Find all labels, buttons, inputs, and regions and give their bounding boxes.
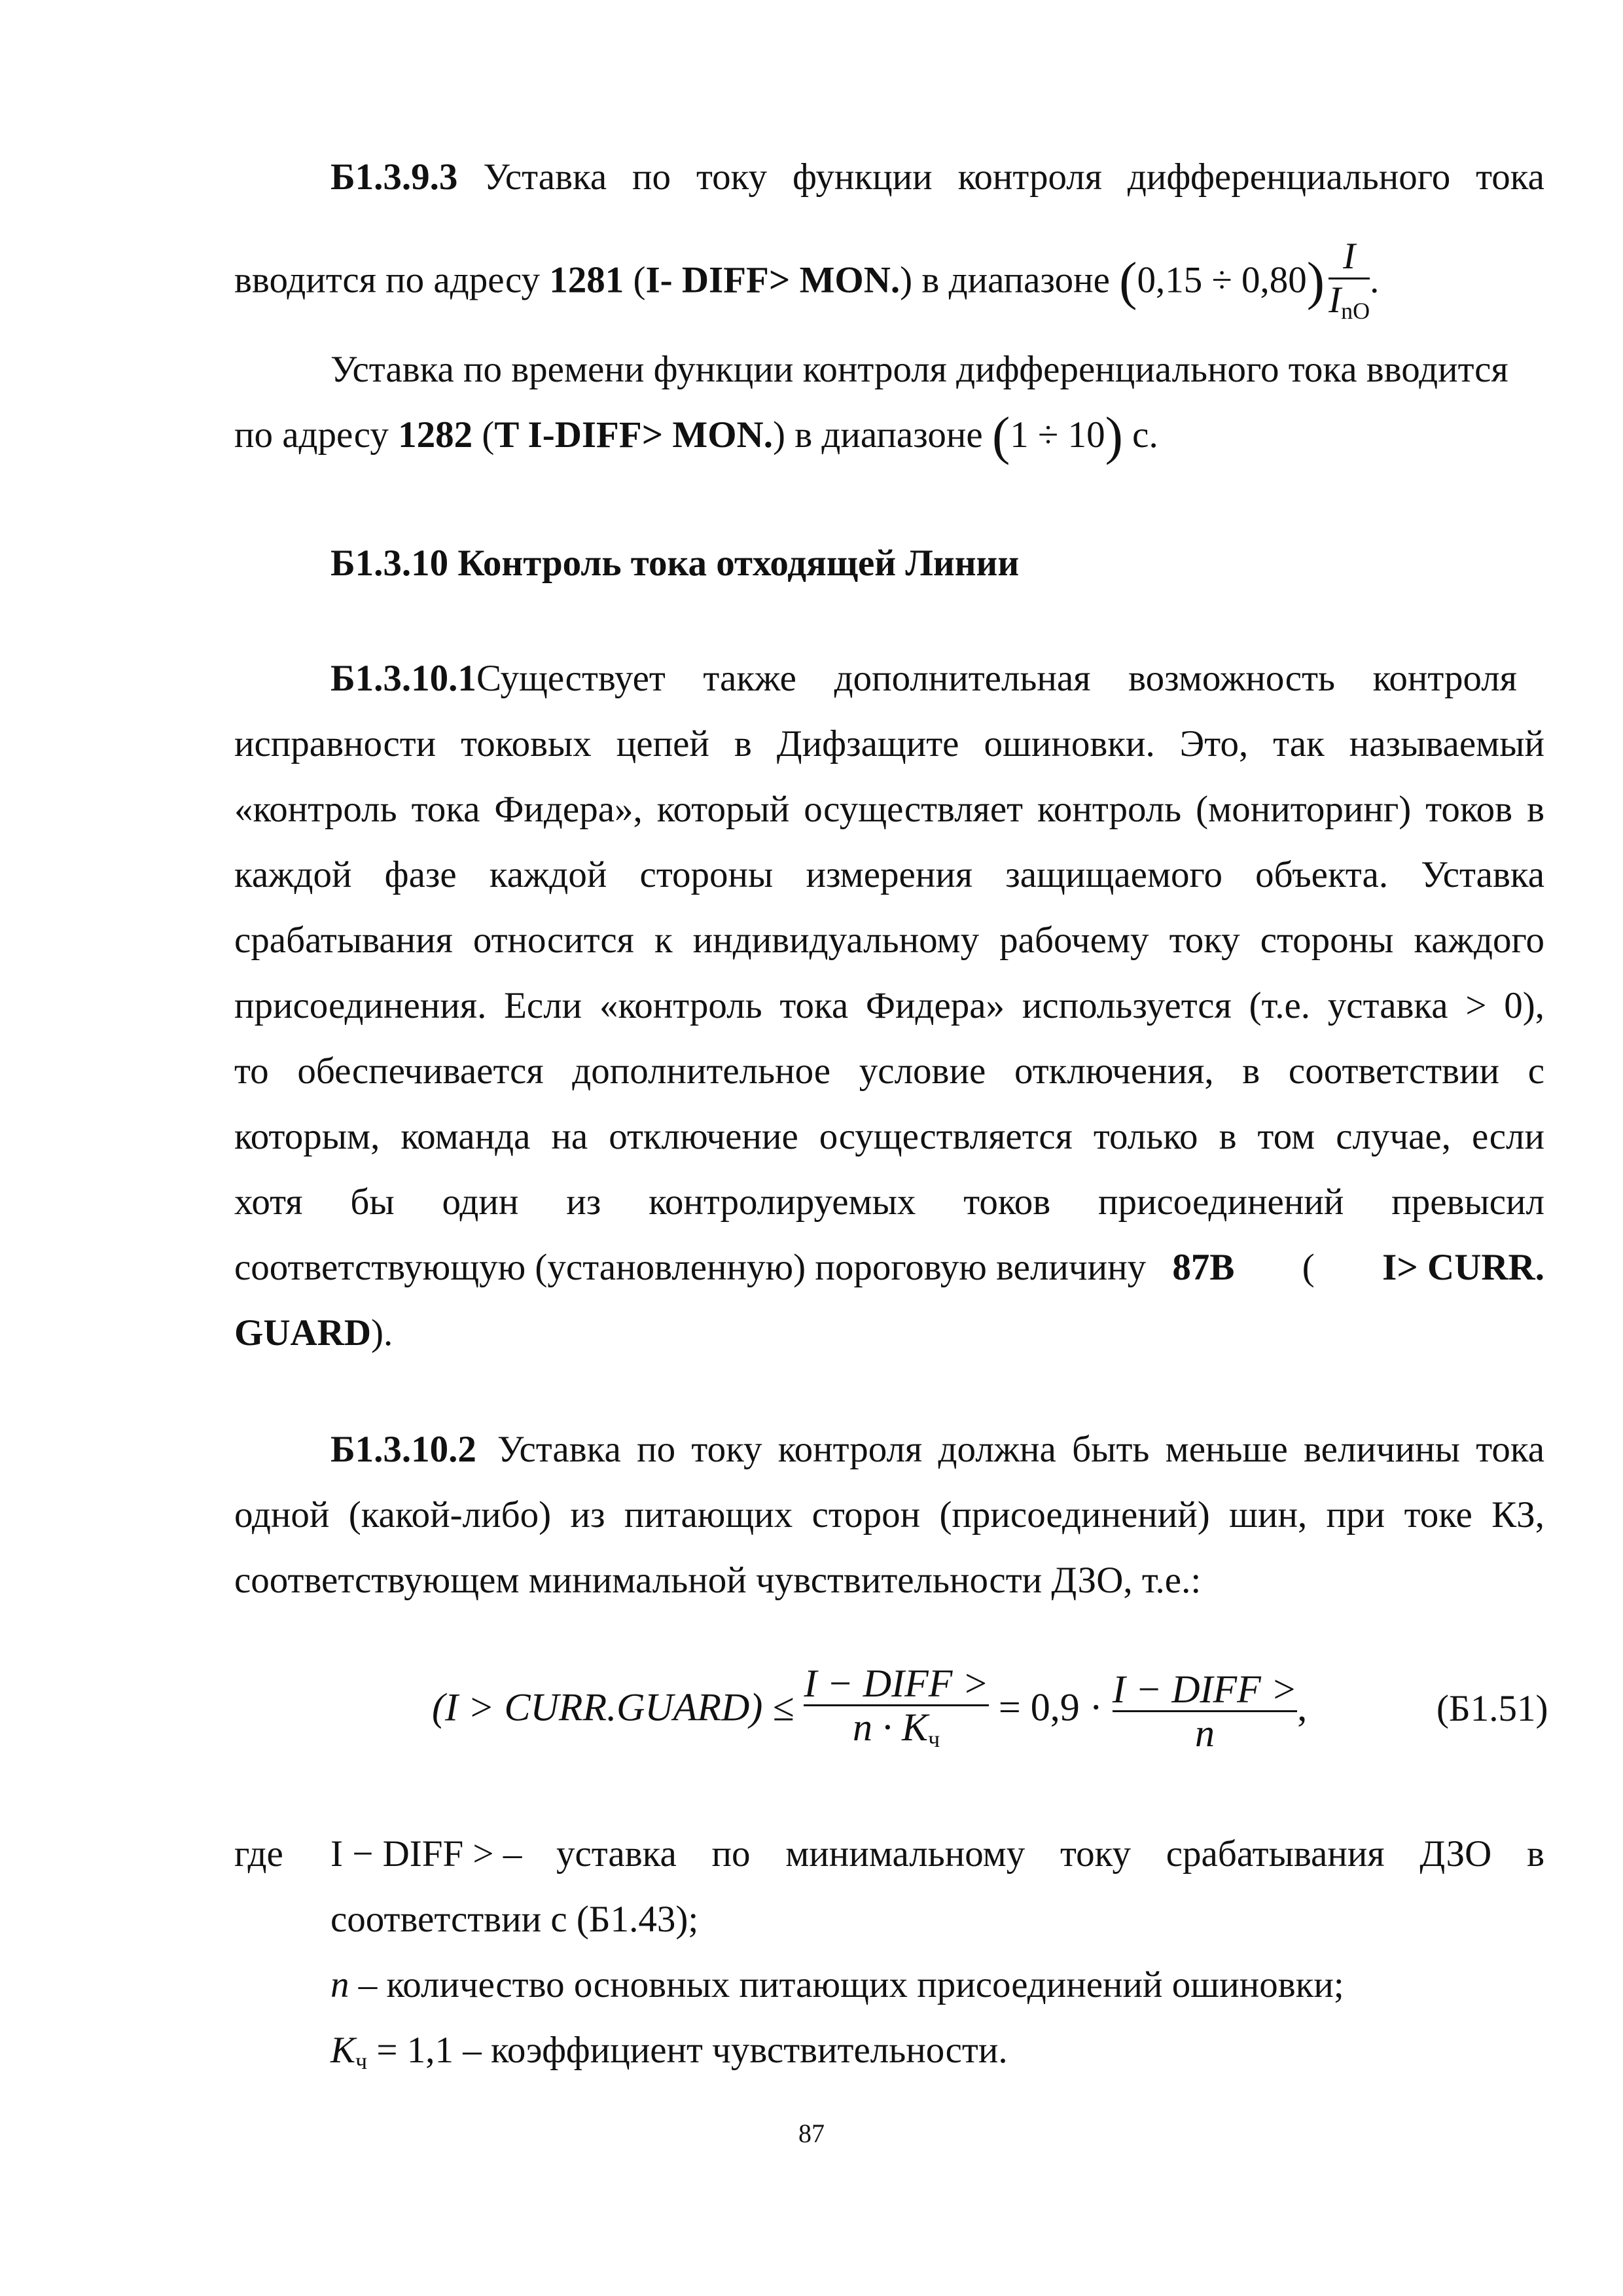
p1-line11 [234, 1310, 1544, 1356]
s2-text-c: ) в диапазоне [772, 414, 992, 456]
p1-line9: хотя бы один из контролируемых токов присоединений превысил [234, 1181, 1544, 1223]
p1-line8: которым, команда на отключение осуществляется только в том случае, если [234, 1116, 1544, 1157]
s1-text-c: ) в диапазоне [900, 259, 1120, 301]
where-item3-text: – коэффициент чувствительности. [454, 2030, 1008, 2071]
p1-line3: «контроль тока Фидера», который осуществляет контроль (мониторинг) токов в [234, 789, 1544, 830]
where-item3 [330, 2028, 1623, 2084]
frac2-den: n [1113, 1710, 1298, 1754]
s2-address: 1282 [398, 414, 473, 456]
s1-w7: тока [1476, 156, 1544, 198]
s1-frac-num: I [1343, 236, 1356, 277]
s1-w5: контроля [957, 156, 1102, 198]
frac1-num: I − DIFF > [804, 1662, 989, 1705]
where-item3-sub: ч [355, 2048, 368, 2074]
formula-frac2 [1113, 1668, 1298, 1754]
section-heading [330, 541, 1623, 586]
where-label: где [234, 1833, 283, 1874]
s1-text-b: ( [624, 259, 646, 301]
s1-frac-den: I [1329, 279, 1342, 321]
p1-line2: исправности токовых цепей в Дифзащите ошиновки. Это, так называемый [234, 723, 1544, 764]
s1-param-name: I- DIFF> MON. [645, 259, 901, 301]
s2-end: с. [1122, 414, 1158, 456]
s2-text-a: по адресу [234, 414, 399, 456]
p1-line1-text: Существует также дополнительная возможность контроля [476, 658, 1517, 699]
where-item1-cont: соответствии с (Б1.43); [330, 1899, 699, 1940]
s1-line2: вводится по адресу 1281 (I- DIFF> MON.) в диапазоне (0,15 ÷ 0,80) $\frac{I}{I_{nO}}$ . [234, 236, 1544, 332]
p1-line10 [234, 1245, 1544, 1291]
frac1-den-sub: ч [928, 1726, 940, 1752]
formula-lhs: (I > CURR.GUARD) ≤ [432, 1685, 794, 1729]
s1-address: 1281 [549, 259, 624, 301]
s1-text-a: вводится по адресу [234, 259, 550, 301]
where-item2-term: n [330, 1964, 349, 2005]
where-item1-term: I − DIFF > – [330, 1833, 522, 1874]
formula-b1-51 [432, 1662, 1307, 1760]
s1-w6: дифференциального [1127, 156, 1451, 198]
formula-end: , [1297, 1685, 1308, 1729]
p1-line1 [330, 656, 1544, 702]
p1-l11-name: GUARD [234, 1312, 371, 1354]
s1-end: . [1370, 259, 1380, 301]
p2-line3: соответствующем минимальной чувствительности ДЗО, т.е.: [234, 1560, 1202, 1601]
s2-line1: Уставка по времени функции контроля дифференциального тока вводится [330, 349, 1508, 390]
s1-line1 [330, 154, 1544, 200]
frac1-den: n · K [853, 1706, 929, 1749]
p1-number: Б1.3.10.1 [330, 658, 476, 699]
heading-text: Б1.3.10 Контроль тока отходящей Линии [330, 543, 1020, 584]
formula-frac1 [804, 1662, 989, 1760]
s2-text-b: ( [473, 414, 495, 456]
where-item1 [330, 1831, 1544, 1877]
s1-range: 0,15 ÷ 0,80 [1137, 259, 1307, 301]
s1-number: Б1.3.9.3 [330, 156, 458, 198]
formula-number: (Б1.51) [1436, 1688, 1548, 1729]
s2-range: 1 ÷ 10 [1010, 414, 1105, 456]
p1-l11-end: ). [371, 1312, 393, 1354]
formula-mid: = 0,9 · [998, 1685, 1103, 1729]
page-number: 87 [798, 2119, 825, 2148]
p1-l10-name: I> CURR. [1382, 1247, 1544, 1288]
s1-frac-den-sub: nO [1341, 298, 1370, 324]
s2-param-name: T I-DIFF> MON. [494, 414, 773, 456]
s1-w3: току [696, 156, 768, 198]
where-item2 [330, 1962, 1623, 2008]
p2-line1-text: Уставка по току контроля должна быть меньше величины тока [497, 1429, 1544, 1470]
p1-line5: срабатывания относится к индивидуальному рабочему току стороны каждого [234, 920, 1544, 961]
p1-l10-text: соответствующую (установленную) пороговую величину [234, 1247, 1147, 1288]
p1-line7: то обеспечивается дополнительное условие отключения, в соответствии с [234, 1050, 1544, 1092]
p1-line4: каждой фазе каждой стороны измерения защищаемого объекта. Уставка [234, 854, 1544, 895]
s2-line2: по адресу 1282 (T I-DIFF> MON.) в диапазоне (1 ÷ 10) с. [234, 406, 1158, 465]
p1-l10-code: 87B [1172, 1247, 1235, 1288]
where-item2-text: – количество основных питающих присоединений ошиновки; [349, 1964, 1344, 2005]
where-item3-term: K [330, 2030, 356, 2071]
s1-w4: функции [792, 156, 933, 198]
p2-line2: одной (какой-либо) из питающих сторон (присоединений) шин, при токе КЗ, [234, 1494, 1544, 1535]
frac2-num: I − DIFF > [1112, 1668, 1298, 1711]
p1-line6: присоединения. Если «контроль тока Фидера» используется (т.е. уставка > 0), [234, 985, 1544, 1026]
s1-w2: по [632, 156, 671, 198]
p2-number: Б1.3.10.2 [330, 1429, 476, 1470]
where-item1-text: уставка по минимальному току срабатывания ДЗО в [556, 1833, 1544, 1874]
p1-l10-paren: ( [1302, 1247, 1315, 1288]
p2-line1 [330, 1427, 1544, 1473]
where-item3-eq: = 1,1 [367, 2030, 454, 2071]
s1-fraction [1329, 236, 1370, 332]
s1-line1-word: Уставка [483, 156, 607, 198]
